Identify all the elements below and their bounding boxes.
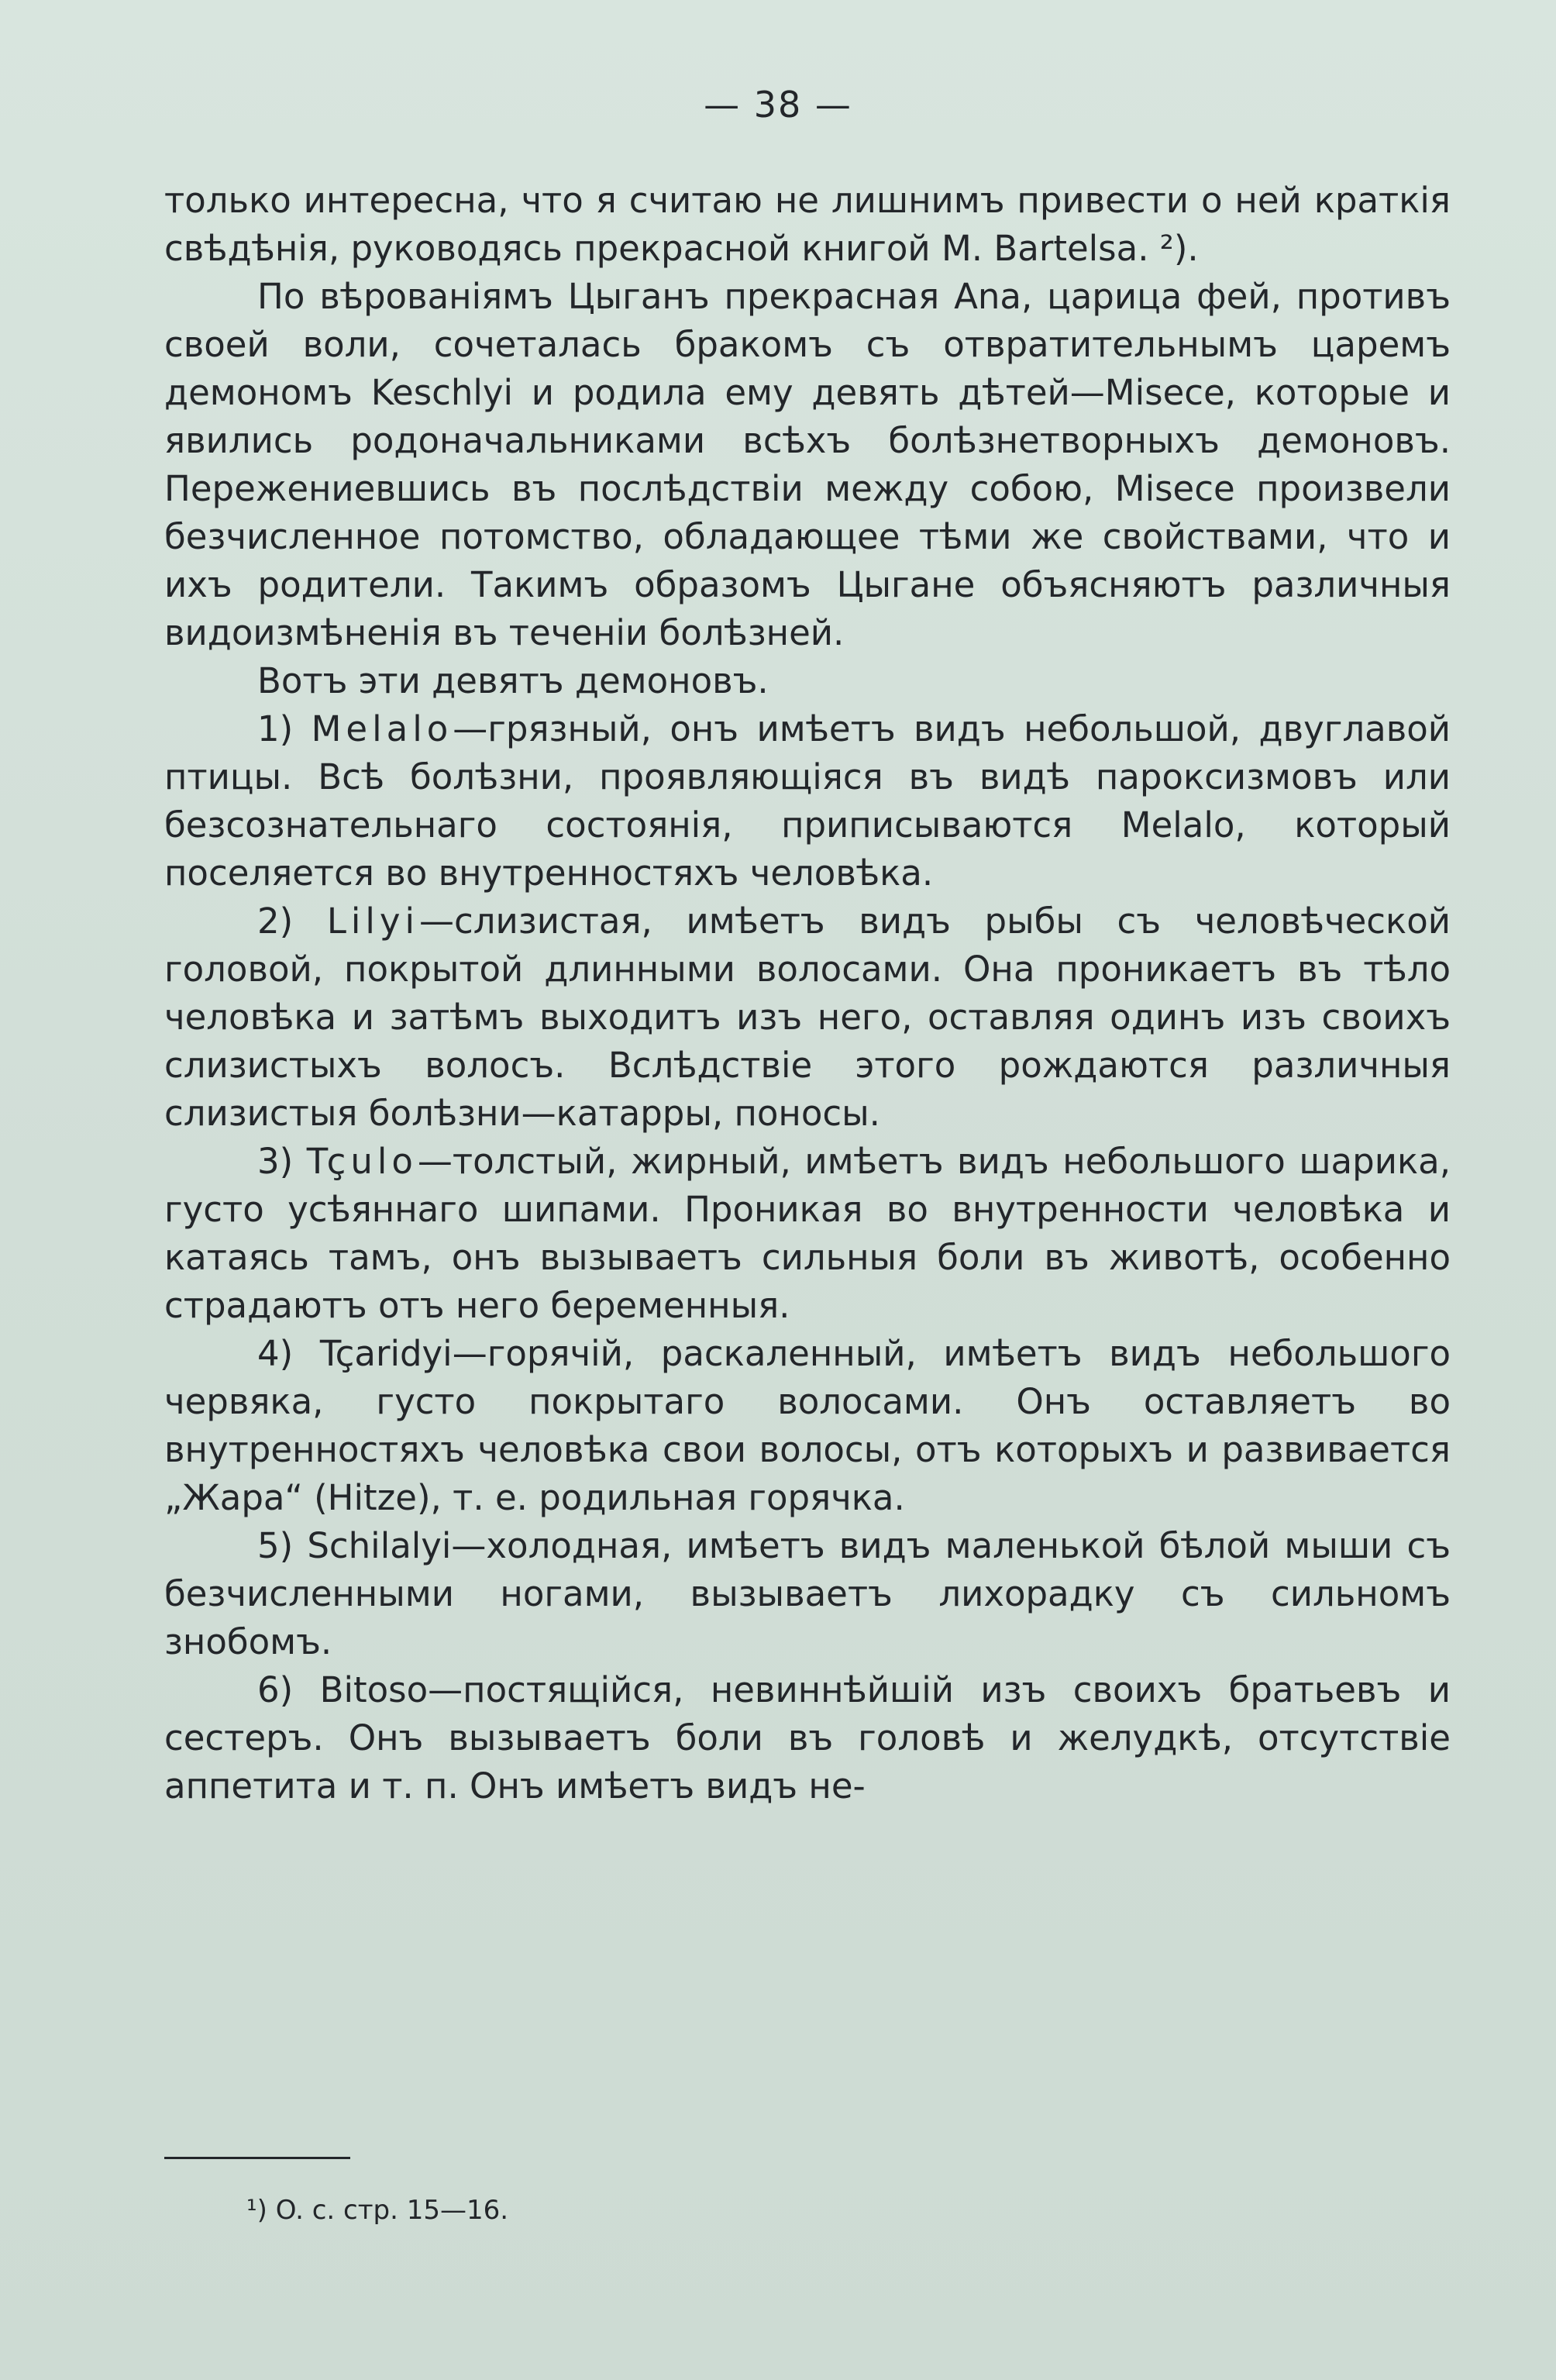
item-number: 5) bbox=[257, 1525, 294, 1566]
footnote: ¹) O. c. стр. 15—16. bbox=[246, 2195, 509, 2226]
item-number: 4) bbox=[257, 1333, 294, 1374]
paragraph-belief: По вѣрованіямъ Цыганъ прекрасная Ana, царица фей, противъ своей воли, сочеталась бракомъ съ отвратительнымъ царемъ демономъ Keschlyi и родила ему девять дѣтей—Misece, которые и явились родоначальниками всѣхъ болѣзнетворныхъ демоновъ. Пережениевшись въ послѣдствіи между собою, Misece произвели безчисленное потомство, обладающее тѣми же свойствами, что и ихъ родители. Такимъ образомъ Цыгане объясняютъ различныя видоизмѣненія въ теченіи болѣзней. bbox=[164, 276, 1451, 653]
demon-name: Lilyi bbox=[326, 901, 420, 942]
demon-name: Schilalyi bbox=[307, 1525, 452, 1566]
item-text: —холодная, имѣетъ видъ маленькой бѣлой мыши съ безчисленными ногами, вызываетъ лихорадку съ сильномъ знобомъ. bbox=[164, 1525, 1451, 1662]
demon-name: Tçulo bbox=[306, 1141, 418, 1182]
list-item-demon-5 bbox=[164, 1522, 1451, 1666]
item-number: 1) bbox=[257, 708, 294, 749]
demon-name: Bitoso bbox=[319, 1669, 429, 1710]
footnote-divider bbox=[164, 2157, 350, 2159]
item-text: —горячій, раскаленный, имѣетъ видъ небольшого червяка, густо покрытаго волосами. Онъ оставляетъ во внутренностяхъ человѣка свои волосы, отъ которыхъ и развивается „Жара“ (Hitze), т. е. родильная горячка. bbox=[164, 1333, 1451, 1518]
item-text: —постящійся, невиннѣйшій изъ своихъ братьевъ и сестеръ. Онъ вызываетъ боли въ головѣ и желудкѣ, отсутствіе аппетита и т. п. Онъ имѣетъ видъ не- bbox=[164, 1669, 1451, 1807]
item-number: 2) bbox=[257, 901, 294, 942]
paragraph-list-intro: Вотъ эти девятъ демоновъ. bbox=[257, 660, 769, 701]
paragraph-intro: только интересна, что я считаю не лишнимъ привести о ней краткія свѣдѣнія, руководясь прекрасной книгой M. Bartelsa. ²). bbox=[164, 180, 1451, 269]
demon-name: Melalo bbox=[311, 708, 453, 749]
demon-name: Tçaridyi bbox=[319, 1333, 453, 1374]
item-number: 3) bbox=[257, 1141, 294, 1182]
item-text: —слизистая, имѣетъ видъ рыбы съ человѣческой головой, покрытой длинными волосами. Она проникаетъ въ тѣло человѣка и затѣмъ выходитъ изъ него, оставляя одинъ изъ своихъ слизистыхъ волосъ. Вслѣдствіе этого рождаются различныя слизистыя болѣзни—катарры, поносы. bbox=[164, 901, 1451, 1134]
page-number: — 38 — bbox=[704, 84, 852, 126]
item-text: —толстый, жирный, имѣетъ видъ небольшого шарика, густо усѣяннаго шипами. Проникая во внутренности человѣка и катаясь тамъ, онъ вызываетъ сильныя боли въ животѣ, особенно страдаютъ отъ него беременныя. bbox=[164, 1141, 1451, 1326]
list-item-demon-4 bbox=[164, 1330, 1451, 1522]
list-item-demon-1 bbox=[164, 705, 1451, 897]
list-item-demon-3 bbox=[164, 1138, 1451, 1330]
list-item-demon-2 bbox=[164, 897, 1451, 1138]
body-text bbox=[164, 177, 1451, 1810]
list-item-demon-6 bbox=[164, 1666, 1451, 1810]
item-text: —грязный, онъ имѣетъ видъ небольшой, двуглавой птицы. Всѣ болѣзни, проявляющіяся въ видѣ пароксизмовъ или безсознательнаго состоянія, приписываются Melalo, который поселяется во внутренностяхъ человѣка. bbox=[164, 708, 1451, 894]
item-number: 6) bbox=[257, 1669, 294, 1710]
